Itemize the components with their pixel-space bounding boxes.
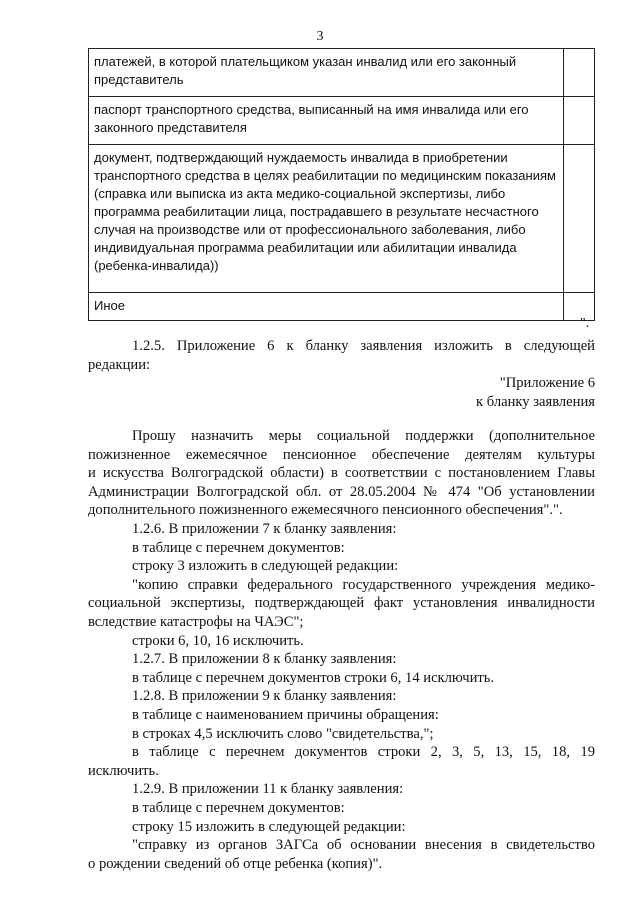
body-line: в строках 4,5 исключить слово "свидетельства,"; (132, 725, 434, 742)
body-line: "справку из органов ЗАГСа об основании внесения в свидетельство (132, 837, 595, 854)
table-cell: документ, подтверждающий нуждаемость инвалида в приобретении транспортного средства в целях реабилитации по медицинским показаниям (справка или выписка из акта медико-социальной экспертизы, либо программа реабилитации лица, пострадавшего в результате несчастного случая на производстве или от профессионального заболевания, либо индивидуальная программа реабилитации или абилитации инвалида (ребенка-инвалида)) (89, 145, 564, 293)
amendments-body (88, 520, 595, 873)
table-mark-cell (564, 97, 595, 145)
petition-line: Администрации Волгоградской обл. от 28.05.2004 № 474 "Об установлении (88, 483, 595, 500)
body-line: в таблице с перечнем документов строки 2, 3, 5, 13, 15, 18, 19 (132, 744, 595, 761)
petition-line: дополнительного пожизненного ежемесячного пенсионного обеспечения".". (88, 502, 563, 519)
appendix-line: "Приложение 6 (499, 375, 595, 391)
body-line: 1.2.9. В приложении 11 к бланку заявления: (132, 781, 404, 798)
table-row (89, 49, 595, 97)
body-line: в таблице с перечнем документов строки 6, 14 исключить. (132, 669, 495, 686)
table-row (89, 97, 595, 145)
body-line: социальной экспертизы, подтверждающей факт установления инвалидности (88, 595, 595, 612)
section-line: редакции: (88, 356, 151, 373)
petition-line: Прошу назначить меры социальной поддержки (дополнительное (132, 428, 595, 444)
table-cell: Иное (89, 293, 564, 321)
table-end-mark: ". (580, 316, 590, 331)
petition-line: пожизненное ежемесячное пенсионное обеспечение деятелям культуры (88, 446, 595, 463)
body-line: 1.2.6. В приложении 7 к бланку заявления: (132, 521, 397, 537)
body-line: строки 6, 10, 16 исключить. (132, 632, 304, 649)
table-row (89, 293, 595, 321)
body-line: в таблице с перечнем документов: (132, 539, 345, 556)
section-line: 1.2.5. Приложение 6 к бланку заявления изложить в следующей (132, 338, 595, 354)
body-line: 1.2.7. В приложении 8 к бланку заявления: (132, 651, 397, 668)
body-line: в таблице с наименованием причины обращения: (132, 706, 439, 723)
body-line: "копию справки федерального государственного учреждения медико- (132, 576, 595, 593)
section-1-2-5 (88, 337, 595, 374)
body-line: в таблице с перечнем документов: (132, 799, 345, 816)
appendix-reference (88, 374, 595, 411)
body-line: вследствие катастрофы на ЧАЭС"; (88, 613, 304, 630)
page-number: 3 (316, 29, 324, 44)
appendix-line: к бланку заявления (476, 393, 595, 410)
body-line: строку 3 изложить в следующей редакции: (132, 558, 399, 575)
body-line: 1.2.8. В приложении 9 к бланку заявления: (132, 688, 397, 705)
body-line: строку 15 изложить в следующей редакции: (132, 818, 406, 835)
documents-table (88, 48, 595, 321)
table-mark-cell (564, 145, 595, 293)
table-mark-cell (564, 293, 595, 321)
body-line: о рождении сведений об отце ребенка (копия)". (88, 855, 383, 872)
petition-paragraph (88, 427, 595, 520)
table-row (89, 145, 595, 293)
table-mark-cell (564, 49, 595, 97)
table-cell: паспорт транспортного средства, выписанный на имя инвалида или его законного представителя (89, 97, 564, 145)
petition-line: и искусства Волгоградской области) в соответствии с постановлением Главы (88, 465, 595, 482)
table-cell: платежей, в которой плательщиком указан инвалид или его законный представитель (89, 49, 564, 97)
body-line: исключить. (88, 762, 159, 779)
